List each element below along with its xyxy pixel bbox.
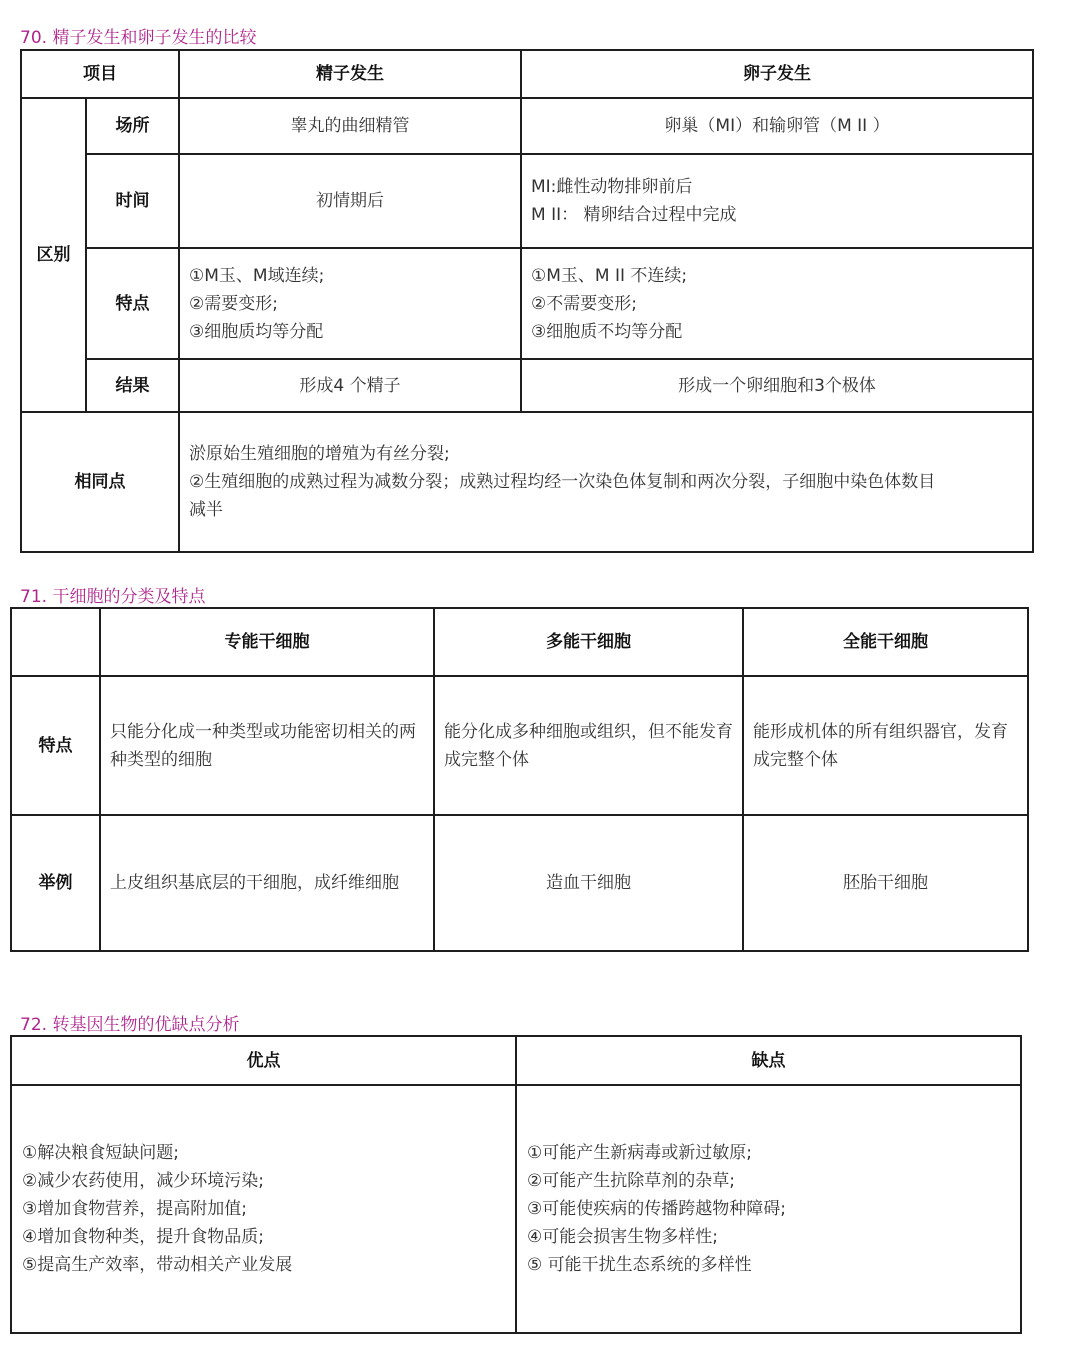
sperm-egg-comparison-table: [20, 49, 1034, 553]
row-label-place: 场所: [86, 98, 179, 154]
header-specialized: 专能干细胞: [100, 608, 434, 676]
totipotent-example: 胚胎干细胞: [743, 815, 1028, 951]
header-sperm: 精子发生: [179, 50, 521, 98]
cons-item: ③可能使疾病的传播跨越物种障碍;: [527, 1199, 786, 1219]
cons-item: ②可能产生抗除草剂的杂草;: [527, 1171, 735, 1191]
section-70-title: 70. 精子发生和卵子发生的比较: [20, 28, 257, 48]
egg-feature-line: ②不需要变形;: [531, 293, 637, 314]
section-72-title: 72. 转基因生物的优缺点分析: [20, 1015, 240, 1035]
egg-time-line: M II： 精卵结合过程中完成: [531, 205, 737, 225]
sperm-feature: [179, 248, 521, 359]
same-point-line: ②生殖细胞的成熟过程为减数分裂；成熟过程均经一次染色体复制和两次分裂，子细胞中染色体数目: [189, 472, 936, 492]
stem-cell-table: [10, 607, 1029, 952]
egg-feature: [521, 248, 1033, 359]
specialized-example: 上皮组织基底层的干细胞，成纤维细胞: [100, 815, 434, 951]
egg-result: 形成一个卵细胞和3个极体: [521, 359, 1033, 412]
egg-place: 卵巢（MI）和输卵管（M II ）: [521, 98, 1033, 154]
header-item: 项目: [21, 50, 179, 98]
header-egg: 卵子发生: [521, 50, 1033, 98]
pros-item: ④增加食物种类，提升食物品质;: [22, 1227, 264, 1247]
pros-item: ②减少农药使用，减少环境污染;: [22, 1171, 264, 1191]
cons-list: [516, 1085, 1021, 1333]
sperm-feature-line: ③细胞质均等分配: [189, 321, 324, 342]
pros-list: [11, 1085, 516, 1333]
pros-item: ③增加食物营养，提高附加值;: [22, 1199, 247, 1219]
cons-item: ④可能会损害生物多样性;: [527, 1227, 718, 1247]
egg-feature-line: ①M玉、M II 不连续;: [531, 265, 688, 286]
same-point-line: 淤原始生殖细胞的增殖为有丝分裂;: [189, 444, 450, 464]
gmo-pros-cons-table: [10, 1035, 1022, 1334]
egg-time: [521, 154, 1033, 248]
row-label-feature: 特点: [11, 676, 100, 815]
row-label-same: 相同点: [21, 412, 179, 552]
sperm-feature-line: ①M玉、M域连续;: [189, 265, 325, 286]
section-71-title: 71. 干细胞的分类及特点: [20, 587, 206, 607]
egg-time-line: MI:雌性动物排卵前后: [531, 177, 693, 197]
egg-feature-line: ③细胞质不均等分配: [531, 321, 683, 342]
multipotent-feature: 能分化成多种细胞或组织，但不能发育成完整个体: [434, 676, 743, 815]
same-point-line: 减半: [189, 500, 223, 520]
header-totipotent: 全能干细胞: [743, 608, 1028, 676]
header-empty: [11, 608, 100, 676]
multipotent-example: 造血干细胞: [434, 815, 743, 951]
same-points: [179, 412, 1033, 552]
specialized-feature: 只能分化成一种类型或功能密切相关的两种类型的细胞: [100, 676, 434, 815]
pros-item: ①解决粮食短缺问题;: [22, 1143, 179, 1163]
sperm-place: 睾丸的曲细精管: [179, 98, 521, 154]
cons-item: ①可能产生新病毒或新过敏原;: [527, 1143, 752, 1163]
row-label-feature: 特点: [86, 248, 179, 359]
row-label-time: 时间: [86, 154, 179, 248]
sperm-time: 初情期后: [179, 154, 521, 248]
pros-item: ⑤提高生产效率，带动相关产业发展: [22, 1255, 293, 1275]
row-label-example: 举例: [11, 815, 100, 951]
sperm-result: 形成4 个精子: [179, 359, 521, 412]
header-pros: 优点: [11, 1036, 516, 1085]
totipotent-feature: 能形成机体的所有组织器官，发育成完整个体: [743, 676, 1028, 815]
difference-group-label: 区别: [21, 98, 86, 412]
row-label-result: 结果: [86, 359, 179, 412]
cons-item: ⑤ 可能干扰生态系统的多样性: [527, 1255, 752, 1275]
header-multipotent: 多能干细胞: [434, 608, 743, 676]
sperm-feature-line: ②需要变形;: [189, 293, 278, 314]
header-cons: 缺点: [516, 1036, 1021, 1085]
